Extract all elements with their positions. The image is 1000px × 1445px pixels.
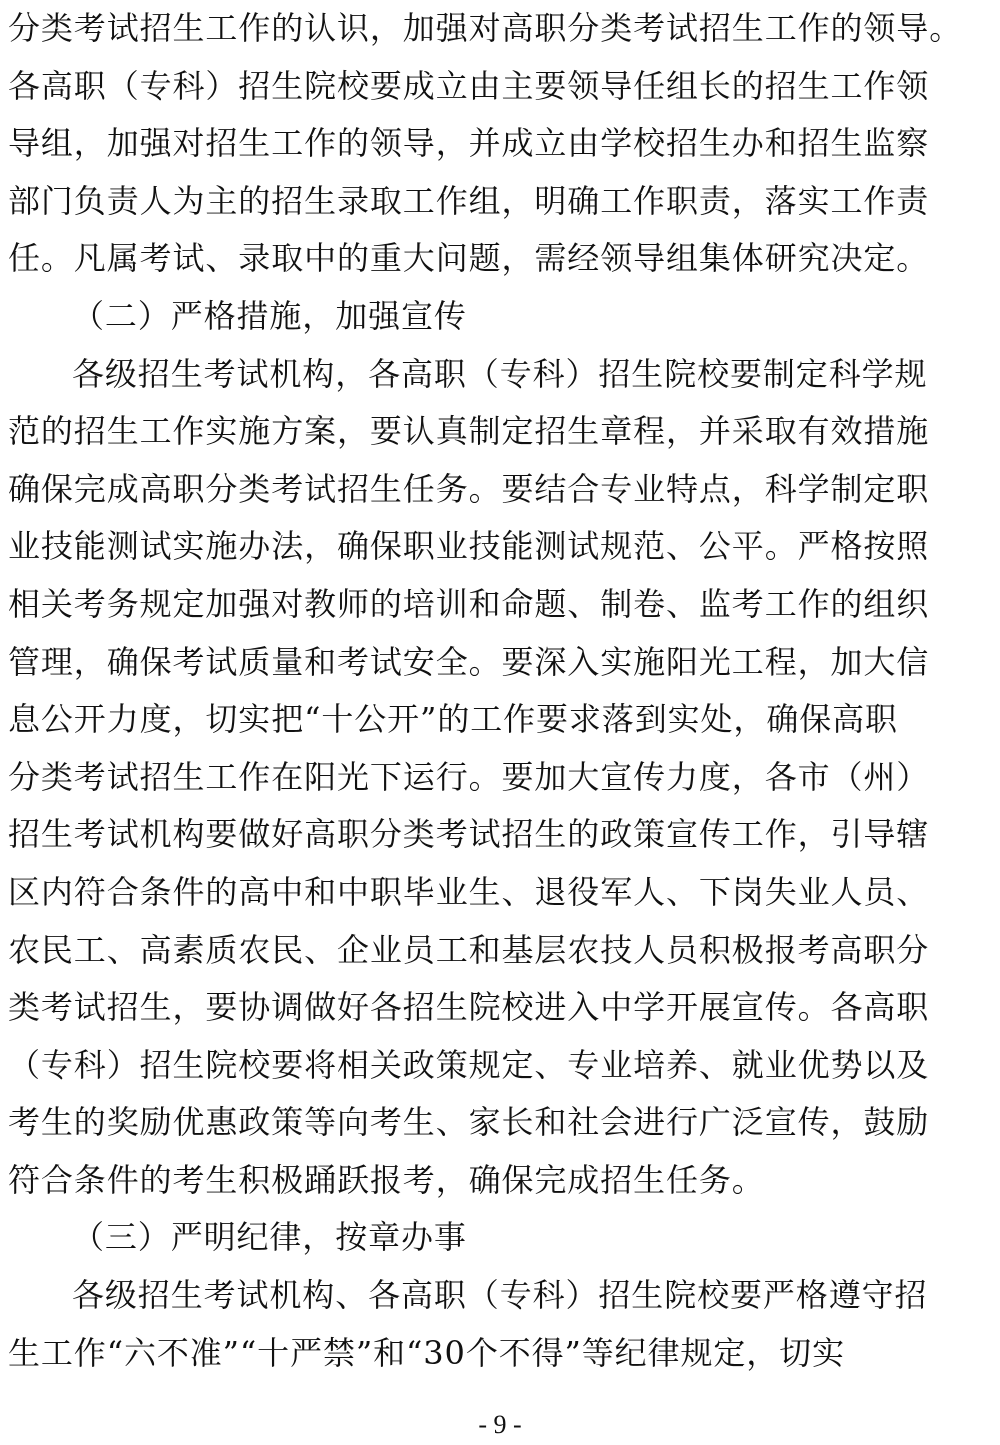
- text-line: （专科）招生院校要将相关政策规定、专业培养、就业优势以及: [8, 1045, 930, 1084]
- body-text: [8, 0, 968, 1382]
- paragraph-start: 各级招生考试机构、各高职（专科）招生院校要严格遵守招: [72, 1276, 928, 1315]
- text-line: 分类考试招生工作的认识，加强对高职分类考试招生工作的领导。: [8, 9, 963, 47]
- text-line: 招生考试机构要做好高职分类考试招生的政策宣传工作，引导辖: [8, 815, 930, 854]
- text-line: 部门负责人为主的招生录取工作组，明确工作职责，落实工作责: [8, 181, 930, 220]
- text-line: 生工作“六不准”“十严禁”和“30个不得”等纪律规定，切实: [8, 1333, 845, 1372]
- text-line: 农民工、高素质农民、企业员工和基层农技人员积极报考高职分: [8, 930, 930, 969]
- text-line: 相关考务规定加强对教师的培训和命题、制卷、监考工作的组织: [8, 584, 930, 623]
- text-line: 符合条件的考生积极踊跃报考，确保完成招生任务。: [8, 1160, 765, 1199]
- text-line: 息公开力度，切实把“十公开”的工作要求落到实处，确保高职: [8, 700, 898, 739]
- text-line: 区内符合条件的高中和中职毕业生、退役军人、下岗失业人员、: [8, 872, 930, 911]
- paragraph-start: 各级招生考试机构，各高职（专科）招生院校要制定科学规: [72, 354, 928, 393]
- text-line: 确保完成高职分类考试招生任务。要结合专业特点，科学制定职: [8, 469, 930, 508]
- text-line: 分类考试招生工作在阳光下运行。要加大宣传力度，各市（州）: [8, 757, 930, 796]
- text-line: 各高职（专科）招生院校要成立由主要领导任组长的招生工作领: [8, 66, 930, 105]
- text-line: 管理，确保考试质量和考试安全。要深入实施阳光工程，加大信: [8, 642, 930, 681]
- page-number: - 9 -: [478, 1410, 522, 1439]
- text-line: 任。凡属考试、录取中的重大问题，需经领导组集体研究决定。: [8, 239, 930, 278]
- text-line: 类考试招生，要协调做好各招生院校进入中学开展宣传。各高职: [8, 988, 930, 1027]
- text-line: 业技能测试实施办法，确保职业技能测试规范、公平。严格按照: [8, 527, 930, 566]
- section-heading-3: （三）严明纪律，按章办事: [72, 1218, 467, 1257]
- section-heading-2: （二）严格措施，加强宣传: [72, 296, 467, 335]
- text-line: 范的招生工作实施方案，要认真制定招生章程，并采取有效措施: [8, 412, 930, 451]
- text-line: 考生的奖励优惠政策等向考生、家长和社会进行广泛宣传，鼓励: [8, 1103, 930, 1142]
- text-line: 导组，加强对招生工作的领导，并成立由学校招生办和招生监察: [8, 124, 930, 163]
